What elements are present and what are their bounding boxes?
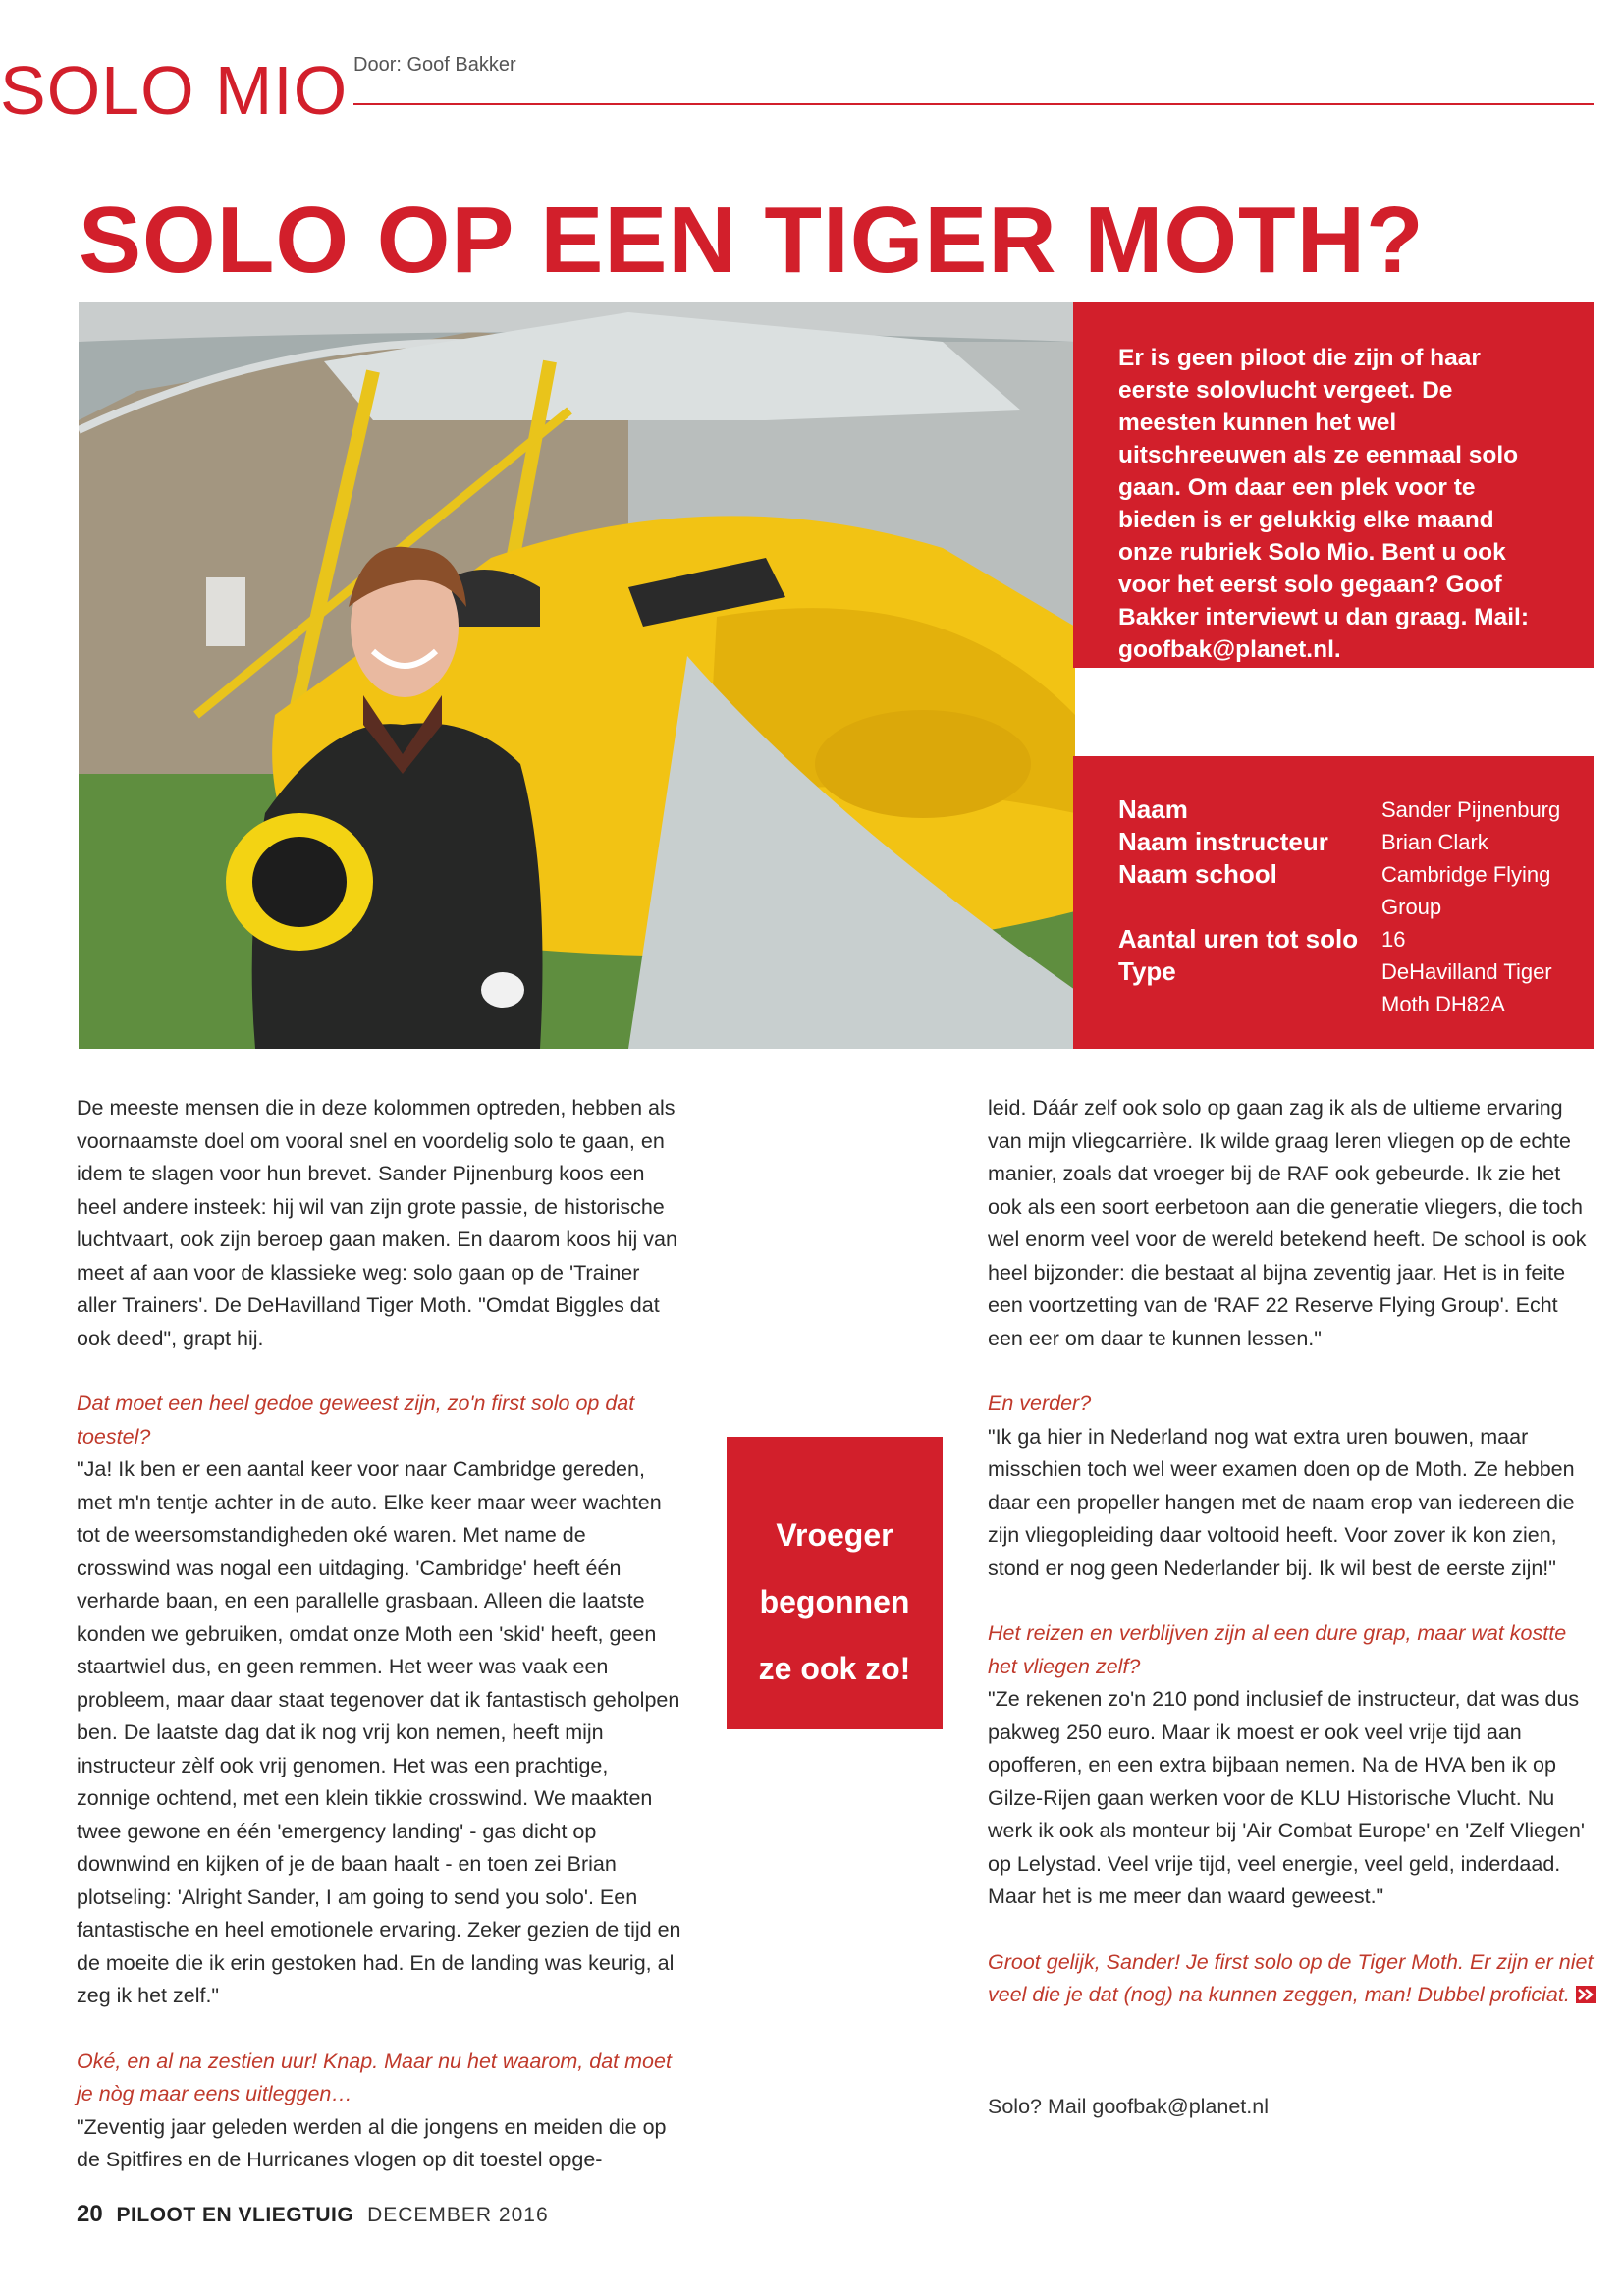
- pull-quote: [727, 1437, 943, 1729]
- article-column-left: [77, 1092, 683, 2177]
- page-footer: [77, 2201, 549, 2228]
- fact-label: Naam: [1118, 794, 1188, 824]
- issue-date: DECEMBER 2016: [367, 2204, 549, 2226]
- answer-2-continued: leid. Dáár zelf ook solo op gaan zag ik als de ultieme ervaring van mijn vliegcarrière. Ik wilde graag leren vliegen op de echte manier, zoals dat vroeger bij de RAF ook gebeurde. Ik zie het ook als een soort eerbetoon aan die generatie vliegers, die toch wel enorm veel voor de wereld betekend heeft. De school is ook heel bijzonder: die bestaat al bijna zeventig jaar. Het is in feite een voortzetting van de 'RAF 22 Reserve Flying Group'. Echt een eer om daar te kunnen lessen.": [988, 1096, 1587, 1350]
- section-title: SOLO MIO: [0, 52, 349, 129]
- lead-paragraph: De meeste mensen die in deze kolommen optreden, hebben als voornaamste doel om vooral snel en voordelig solo te gaan, en idem te slagen voor hun brevet. Sander Pijnenburg koos een heel andere insteek: hij wil van zijn grote passie, de historische luchtvaart, ook zijn beroep gaan maken. En daarom koos hij van meet af aan voor de klassieke weg: solo gaan op de 'Trainer aller Trainers'. De DeHavilland Tiger Moth. "Omdat Biggles dat ook deed", grapt hij.: [77, 1096, 677, 1350]
- question-2: Oké, en al na zestien uur! Knap. Maar nu het waarom, dat moet je nòg maar eens uitleggen…: [77, 2049, 672, 2105]
- fact-value: Brian Clark: [1381, 830, 1488, 854]
- fact-label: Naam instructeur: [1118, 827, 1328, 856]
- magazine-name: PILOOT EN VLIEGTUIG: [116, 2204, 354, 2226]
- closing-remark: [988, 1946, 1598, 2012]
- article-column-right: [988, 1092, 1598, 2012]
- answer-3: "Ik ga hier in Nederland nog wat extra uren bouwen, maar misschien toch wel weer examen doen op de Moth. Ze hebben daar een propeller hangen met de naam erop van iedereen die zijn vliegopleiding daar voltooid heeft. Voor zover ik kon zien, stond er nog geen Nederlander bij. Ik wil best de eerste zijn!": [988, 1424, 1575, 1580]
- end-of-article-icon: [1576, 1986, 1596, 2003]
- photo-illustration: [79, 302, 1075, 1049]
- intro-text: Er is geen piloot die zijn of haar eerste solovlucht vergeet. De meesten kunnen het wel uitschreeuwen als ze eenmaal solo gaan. Om daar een plek voor te bieden is er gelukkig elke maand onze rubriek Solo Mio. Bent u ook voor het eerst solo gegaan? Goof Bakker interviewt u dan graag. Mail: goofbak@planet.nl.: [1118, 345, 1529, 663]
- pull-quote-line: begonnen: [759, 1584, 910, 1619]
- answer-4: "Ze rekenen zo'n 210 pond inclusief de instructeur, dat was dus pakweg 250 euro. Maar ik moest er ook veel vrije tijd aan opofferen, en een extra bijbaan nemen. Na de HVA ben ik op Gilze-Rijen gaan werken voor de KLU Historische Vlucht. Nu werk ik ook als monteur bij 'Air Combat Europe' en 'Zelf Vliegen' op Lelystad. Veel vrije tijd, veel energie, veel geld, inderdaad. Maar het is me meer dan waard geweest.": [988, 1687, 1585, 1908]
- answer-2: "Zeventig jaar geleden werden al die jongens en meiden die op de Spitfires en de Hurricanes vlogen op dit toestel opge-: [77, 2114, 667, 2171]
- answer-1: "Ja! Ik ben er een aantal keer voor naar Cambridge gereden, met m'n tentje achter in de auto. Elke keer maar weer wachten tot de weersomstandigheden oké waren. Met name de crosswind was nogal een uitdaging. 'Cambridge' heeft één verharde baan, en een parallelle grasbaan. Alleen die laatste konden we gebruiken, omdat onze Moth een 'skid' heeft, geen staartwiel dus, en geen remmen. Het weer was vaak een probleem, maar daar staat tegenover dat ik fantastisch geholpen ben. De laatste dag dat ik nog vrij kon nemen, heeft mijn instructeur zèlf ook vrij genomen. Het was een prachtige, zonnige ochtend, met een klein tikkie crosswind. We maakten twee gewone en één 'emergency landing' - gas dicht op downwind en kijken of je de baan haalt - en toen zei Brian plotseling: 'Alright Sander, I am going to send you solo'. Een fantastische en heel emotionele ervaring. Zeker gezien de tijd en de moeite die ik erin gestoken had. En de landing was keurig, al zeg ik het zelf.": [77, 1457, 681, 2007]
- pull-quote-line: ze ook zo!: [758, 1651, 911, 1686]
- fact-value: DeHavilland Tiger Moth DH82A: [1381, 959, 1552, 1016]
- fact-value: Cambridge Flying Group: [1381, 862, 1551, 919]
- question-1: Dat moet een heel gedoe geweest zijn, zo'n first solo op dat toestel?: [77, 1392, 635, 1449]
- header-rule: [353, 103, 1594, 105]
- contact-mail: Solo? Mail goofbak@planet.nl: [988, 2095, 1269, 2118]
- pull-quote-line: Vroeger: [776, 1517, 893, 1553]
- fact-label: Naam school: [1118, 859, 1277, 889]
- article-headline: SOLO OP EEN TIGER MOTH?: [79, 188, 1425, 293]
- question-4: Het reizen en verblijven zijn al een dure grap, maar wat kostte het vliegen zelf?: [988, 1621, 1567, 1678]
- fact-row-type: [1118, 956, 1574, 1020]
- page-number: 20: [77, 2201, 103, 2227]
- fact-label: Type: [1118, 957, 1176, 986]
- fact-row-name: [1118, 793, 1574, 826]
- fact-row-instructor: [1118, 826, 1574, 858]
- intro-box: [1073, 302, 1594, 668]
- fact-sheet: [1073, 756, 1594, 1049]
- fact-value: Sander Pijnenburg: [1381, 797, 1561, 822]
- closing-text: Groot gelijk, Sander! Je first solo op de Tiger Moth. Er zijn er niet veel die je dat (nog) na kunnen zeggen, man! Dubbel proficiat.: [988, 1949, 1594, 2006]
- question-3: En verder?: [988, 1392, 1092, 1415]
- fact-row-hours: [1118, 923, 1574, 956]
- fact-label: Aantal uren tot solo: [1118, 924, 1359, 954]
- hero-photo: [79, 302, 1075, 1049]
- fact-value: 16: [1381, 927, 1406, 952]
- byline: Door: Goof Bakker: [353, 54, 516, 76]
- fact-row-school: [1118, 858, 1574, 923]
